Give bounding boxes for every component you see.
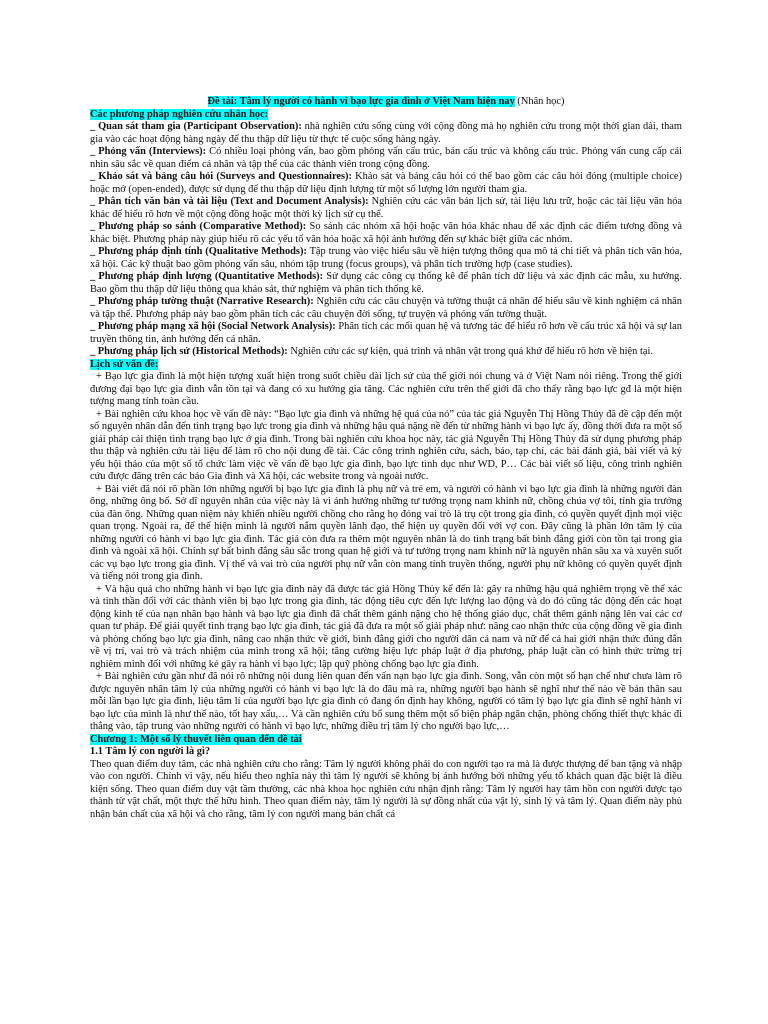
method-item: _ Quan sát tham gia (Participant Observation): nhà nghiên cứu sống cùng với cộng đồng mà họ nghiên cứu trong một thời gian dài, tham gia vào các hoạt động hàng ngày để thu thập dữ liệu từ thực tế cuộc sống hàng ngày. [90, 121, 682, 145]
section-heading: 1.1 Tâm lý con người là gì? [90, 746, 211, 757]
history-section [90, 371, 682, 734]
method-item: _ Phương pháp định tính (Qualitative Methods): Tập trung vào việc hiểu sâu về hiện tượng thông qua mô tả chi tiết và phân tích văn hóa, xã hội. Các kỹ thuật bao gồm phỏng vấn sâu, nhóm tập trung (focus groups), và phân tích trường hợp (case studies). [90, 246, 682, 270]
history-paragraph: + Bài viết đã nói rõ phần lớn những người bị bạo lực gia đình là phụ nữ và trẻ em, và người có hành vi bạo lực gia đình là những người đàn ông, những ông bố. Sở dĩ nguyên nhân của việc này là vì ảnh hưởng những tư tưởng trọng nam khinh nữ, chồng chúa vợ tôi, tính gia trưởng của đàn ông. Những quan niệm này khiến nhiều người chồng cho rằng họ đóng vai trò là trụ cột trong gia đình, có quyền quyết định mọi việc quan trọng. Ngoài ra, để thể hiện mình là người nắm quyền lãnh đạo, thể hiện uy quyền đối với vợ con. Đây cũng là phần lớn tâm lý của những người có hành vi bạo lực gia đình. Tác giả còn đưa ra thêm một nguyên nhân là do tình trạng bất bình đẳng giới còn tồn tại trong gia đình và ngoài xã hội. Chính sự bất bình đẳng sâu sắc trong quan hệ giới và tư tưởng trọng nam khinh nữ là nguyên nhân sâu xa và xuyên suốt các vụ bạo lực trong gia đình. Vị thế và vai trò của người phụ nữ vẫn còn mang tính truyền thống, người phụ nữ không có quyền quyết định và tiếng nói trong gia đình. [90, 483, 682, 582]
history-paragraph: + Bài nghiên cứu gần như đã nói rõ những nội dung liên quan đến vấn nạn bạo lực gia đình. Song, vẫn còn một số hạn chế như chưa làm rõ được nguyên nhân tâm lý của những người có hành vi bạo lực là do đâu mà ra, những người bạo hành sẽ nghĩ như thế nào về bản thân sau mỗi lần bạo lực gia đình, liệu tâm lí của người bạo lực gia đình có đang ổn định hay không, người có tâm lý bạo lực gia đình sẽ nghĩ hành vi bạo lực của mình là như thế nào, tốt hay xấu,… Và cần nghiên cứu bổ sung thêm một số biện pháp ngăn chặn, phòng chống thiết thực khác đi thẳng vào, tập trung vào những người có hành vi bạo lực, những điều trị tâm lý cho người bạo lực,… [90, 671, 682, 732]
methods-list [90, 121, 682, 359]
history-paragraph: + Bạo lực gia đình là một hiện tượng xuất hiện trong suốt chiều dài lịch sử của thế giới nói chung và ở Việt Nam nói riêng. Trong thế giới đương đại bạo lực gia đình vẫn tồn tại và đang có xu hướng gia tăng. Các nghiên cứu trên thế giới đã cho thấy rằng bạo lực gđ là một hiện tượng mang tính toàn cầu. [90, 371, 682, 407]
method-item: _ Phương pháp mạng xã hội (Social Network Analysis): Phân tích các mối quan hệ và tương tác để hiểu rõ hơn về cấu trúc xã hội và sự lan truyền thông tin, ảnh hưởng đến cá nhân. [90, 321, 682, 345]
method-item: _ Phương pháp tường thuật (Narrative Research): Nghiên cứu các câu chuyện và tường thuật cá nhân để hiểu sâu về kinh nghiệm cá nhân và tập thể. Phương pháp này bao gồm phân tích các câu chuyện đời sống, tự truyện và phỏng vấn tường thuật. [90, 296, 682, 320]
title-suffix: (Nhân học) [514, 96, 565, 107]
chapter-paragraph: Theo quan điểm duy tâm, các nhà nghiên cứu cho rằng: Tâm lý người không phải do con người tạo ra mà là được thượng đế ban tặng và nhập vào con người. Chính vì vậy, nếu hiểu theo nghĩa này thì tâm lý người sẽ không bị ảnh hưởng bởi những yếu tố khách quan đặc biệt là điều kiện sống. Theo quan điểm duy vật tầm thường, các nhà khoa học nghiên cứu nhận định rằng: Tâm lý người hay tâm hồn con người được tạo thành từ vật chất, một thực thể hữu hình. Theo quan điểm này, tâm lý người là sự đồng nhất của vật lý, sinh lý và tâm lý. Quan điểm này phủ nhận bản chất của xã hội và cho rằng, tâm lý con người mang bản chất cá [90, 758, 682, 820]
method-item: _ Phương pháp định lượng (Quantitative Methods): Sử dụng các công cụ thống kê để phân tích dữ liệu và xác định các mẫu, xu hướng. Bao gồm thu thập dữ liệu thông qua khảo sát, thử nghiệm và phân tích thống kê. [90, 271, 682, 295]
title-highlighted: Đề tài: Tâm lý người có hành vi bạo lực gia đình ở Việt Nam hiện nay [207, 96, 515, 107]
chapter-heading: Chương 1: Một số lý thuyết liên quan đến đề tài [90, 733, 302, 745]
methods-heading: Các phương pháp nghiên cứu nhân học: [90, 108, 269, 120]
method-item: _ Phương pháp so sánh (Comparative Method): So sánh các nhóm xã hội hoặc văn hóa khác nhau để xác định các điểm tương đồng và khác biệt. Phương pháp này giúp hiểu rõ các yếu tố văn hóa hoặc xã hội ảnh hưởng đến sự khác biệt giữa các nhóm. [90, 221, 682, 245]
document-title [90, 96, 682, 109]
method-item: _ Phương pháp lịch sử (Historical Methods): Nghiên cứu các sự kiện, quá trình và nhân vật trong quá khứ để hiểu rõ hơn về hiện tại. [90, 346, 653, 357]
history-paragraph: + Bài nghiên cứu khoa học về vấn đề này: “Bạo lực gia đình và những hệ quả của nó” của tác giả Nguyễn Thị Hồng Thủy đã đề cập đến một số nguyên nhân dẫn đến tình trạng bạo lực trong gia đình và những hậu quả nặng nề đến từ những hành vi bạo lực ấy, đồng thời đưa ra một số giải pháp cải thiện tình trạng bạo lực ở gia đình. Trong bài nghiên cứu khoa học này, tác giả Nguyễn Thị Hồng Thủy đã sử dụng phương pháp thu thập và nghiên cứu tài liệu để làm rõ cho nội dung đề tài. Các công trình nghiên cứu, sách, báo, tạp chí, các bài đánh giá, bài viết và kỷ yếu hội thảo của một số tổ chức làm việc về vấn đề bạo lực gia đình, bạo lực tình dục như WD, P… Các bài viết số liệu, công trình nghiên cứu được đăng trên các báo Gia đình và Xã hội, các website trong và ngoài nước. [90, 408, 682, 482]
history-heading: Lịch sử vấn đề: [90, 358, 159, 370]
method-item: _ Phỏng vấn (Interviews): Có nhiều loại phỏng vấn, bao gồm phỏng vấn cấu trúc, bán cấu trúc và không cấu trúc. Phỏng vấn cung cấp cái nhìn sâu sắc về quan điểm cá nhân và tập thể của các thành viên trong cộng đồng. [90, 146, 682, 170]
method-item: _ Phân tích văn bản và tài liệu (Text and Document Analysis): Nghiên cứu các văn bản lịch sử, tài liệu lưu trữ, hoặc các tài liệu văn hóa khác để hiểu rõ hơn về một cộng đồng hoặc một thời kỳ lịch sử cụ thể. [90, 196, 683, 220]
method-item: _ Khảo sát và bảng câu hỏi (Surveys and Questionnaires): Khảo sát và bảng câu hỏi có thể bao gồm các câu hỏi đóng (multiple choice) hoặc mở (open-ended), được sử dụng để thu thập dữ liệu định lượng từ một số lượng lớn người tham gia. [90, 171, 683, 195]
history-paragraph: + Và hậu quả cho những hành vi bạo lực gia đình này đã được tác giả Hồng Thủy kể đến là: gây ra những hậu quả nghiêm trọng về thể xác và tinh thần đối với các thành viên bị bạo lực trong gia đình, tác động tiêu cực đến lực lượng lao động và do đó cũng tác động đến các hoạt động kinh tế của nạn nhân bạo hành và bạo lực gia đình đã chất thêm gánh nặng cho hệ thống giáo dục, chất thêm gánh nặng lên vai các cơ quan tư pháp. Để giải quyết tình trạng bạo lực gia đình, tác giả đã đưa ra một số giải pháp như: nâng cao nhận thức của cộng đồng về gia đình và phòng chống bạo lực gia đình, nâng cao nhận thức về giới, bình đẳng giới cho người dân cả nam và nữ để cả hai giới nhận thức đúng đắn về vị trí, vai trò và trách nhiệm của mình trong xã hội; tăng cường hiệu lực pháp luật ở địa phương, pháp luật cần có hình thức trừng trị nghiêm minh đối với những kẻ gây ra hành vi bạo lực; lập quỹ phòng chống bạo lực gia đình. [90, 583, 682, 670]
